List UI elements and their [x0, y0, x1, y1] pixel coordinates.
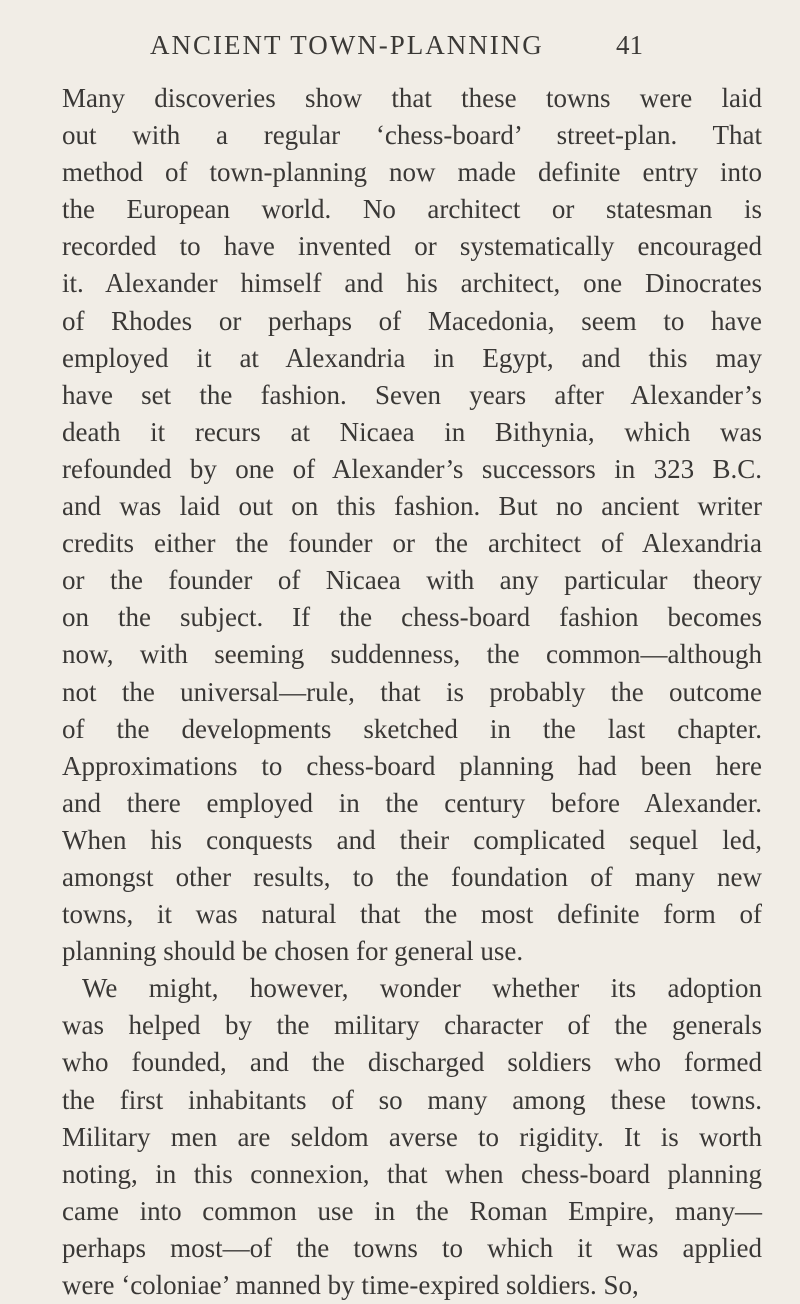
- text-line: Many discoveries show that these towns were laid: [62, 83, 762, 113]
- text-line: death it recurs at Nicaea in Bithynia, which was: [62, 416, 762, 447]
- text-line: towns, it was natural that the most definite form of: [62, 899, 762, 930]
- text-line: noting, in this connexion, that when chess-board planning: [62, 1158, 762, 1189]
- text-line: employed it at Alexandria in Egypt, and this may: [62, 342, 762, 373]
- text-line: of Rhodes or perhaps of Macedonia, seem to have: [62, 305, 762, 336]
- text-line: who founded, and the discharged soldiers who formed: [62, 1047, 762, 1078]
- text-line: not the universal—rule, that is probably the outcome: [62, 676, 762, 707]
- text-line: and was laid out on this fashion. But no ancient writer: [62, 491, 762, 522]
- text-line: recorded to have invented or systematically encouraged: [62, 231, 762, 262]
- text-line: it. Alexander himself and his architect, one Dinocrates: [62, 268, 762, 299]
- text-line: planning should be chosen for general use.: [62, 936, 524, 967]
- text-line: of the developments sketched in the last chapter.: [62, 713, 762, 744]
- text-line: and there employed in the century before Alexander.: [62, 787, 762, 818]
- text-line: method of town-planning now made definite entry into: [62, 157, 762, 188]
- text-line: amongst other results, to the foundation of many new: [62, 861, 762, 892]
- running-head: [0, 30, 800, 70]
- text-line: the first inhabitants of so many among these towns.: [62, 1084, 762, 1115]
- text-line: credits either the founder or the architect of Alexandria: [62, 528, 762, 559]
- text-line: Military men are seldom averse to rigidity. It is worth: [62, 1121, 762, 1152]
- text-line: out with a regular ‘chess-board’ street-plan. That: [62, 120, 762, 151]
- text-line: now, with seeming suddenness, the common—although: [62, 639, 762, 670]
- text-line: We might, however, wonder whether its adoption: [82, 973, 762, 1004]
- text-line: refounded by one of Alexander’s successors in 323 B.C.: [62, 453, 762, 484]
- text-line: was helped by the military character of the generals: [62, 1010, 762, 1041]
- text-line: came into common use in the Roman Empire, many—: [62, 1195, 762, 1226]
- text-line: Approximations to chess-board planning had been here: [62, 750, 762, 781]
- text-line: When his conquests and their complicated sequel led,: [62, 824, 762, 855]
- page-number: 41: [616, 30, 643, 60]
- running-title: ANCIENT TOWN-PLANNING: [150, 30, 544, 60]
- text-line: or the founder of Nicaea with any particular theory: [62, 565, 762, 596]
- text-line: on the subject. If the chess-board fashion becomes: [62, 602, 762, 633]
- text-line: perhaps most—of the towns to which it was applied: [62, 1232, 762, 1263]
- text-line: the European world. No architect or statesman is: [62, 194, 762, 225]
- body-text: [62, 80, 762, 1304]
- text-line: were ‘coloniae’ manned by time-expired soldiers. So,: [62, 1270, 639, 1300]
- text-line: have set the fashion. Seven years after Alexander’s: [62, 379, 762, 410]
